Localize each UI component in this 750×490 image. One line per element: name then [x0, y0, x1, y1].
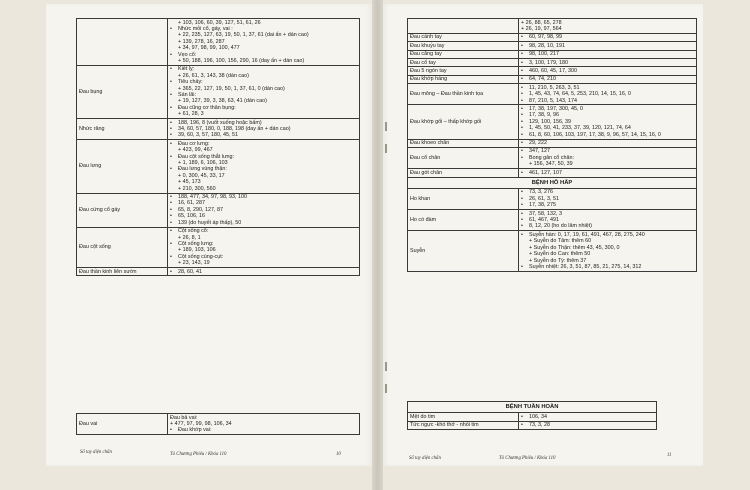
bullet-text: 16, 61, 287: [178, 200, 205, 207]
bullet-text: Suyễn nhiệt: 26, 3, 51, 87, 85, 21, 275, 14, 312: [529, 263, 642, 270]
bullet-text: Đau khớp vai:: [178, 427, 212, 434]
table-row: [408, 210, 697, 231]
table-row: [408, 413, 657, 421]
point-line: + 23, 143, 19: [178, 260, 210, 267]
symptom-name: Đau lưng: [77, 140, 168, 193]
bullet-icon: •: [170, 213, 172, 220]
bullet-text: 26, 61, 3, 51: [529, 195, 559, 202]
symptom-name: [408, 19, 519, 34]
bullet-text: 11, 210, 5, 263, 3, 51: [529, 84, 580, 91]
bullet-icon: •: [521, 154, 523, 161]
symptom-name: Đau khoeo chân: [408, 139, 519, 147]
bullet-item: [521, 76, 694, 82]
acupoint-list: [168, 268, 360, 276]
bullet-text: Cột sống cổ:: [178, 228, 209, 235]
bullet-icon: •: [521, 210, 523, 217]
bullet-item: [521, 422, 654, 428]
section-header: BỆNH HÔ HẤP: [408, 177, 697, 188]
table-row: [77, 193, 360, 227]
bullet-text: 139 (do huyết áp thấp), 50: [178, 219, 242, 226]
symptom-name: Đau gót chân: [408, 169, 519, 177]
treatment-table-left: [76, 18, 360, 276]
table-row: [408, 147, 697, 168]
acupoint-list: [168, 193, 360, 227]
bullet-icon: •: [170, 200, 172, 207]
acupoint-list: [519, 169, 697, 177]
footer-author: Tô Chương Phiêu / Khóa 110: [170, 452, 227, 457]
acupoint-list: [519, 210, 697, 231]
acupoint-list: [519, 59, 697, 67]
bullet-icon: •: [170, 51, 172, 58]
bullet-icon: •: [170, 240, 172, 247]
bullet-item: [170, 269, 357, 275]
bullet-icon: •: [521, 223, 523, 230]
binding-mark: [385, 144, 387, 153]
table-row: [408, 42, 697, 50]
bullet-icon: •: [521, 91, 523, 98]
bullet-text: Đau cơ lưng:: [178, 140, 210, 147]
point-line: + 189, 103, 106: [178, 247, 216, 254]
point-line: + 45, 173: [178, 179, 201, 186]
symptom-name: Đau khớp gối – thấp khớp gối: [408, 105, 519, 139]
bullet-icon: •: [521, 118, 523, 125]
binding-mark: [385, 384, 387, 393]
bullet-text: 61, 467, 491: [529, 217, 559, 224]
symptom-name: Đau khuỷu tay: [408, 42, 519, 50]
bullet-item: [521, 140, 694, 146]
symptom-name: Đau cổ chân: [408, 147, 519, 168]
point-line: + 477, 97, 99, 98, 106, 34: [170, 420, 232, 427]
point-line: + 50, 188, 196, 100, 156, 290, 16 (day ấn + dán cao): [178, 57, 305, 64]
bullet-icon: •: [170, 194, 172, 201]
acupoint-list: [519, 105, 697, 139]
bullet-text: Vẹo cổ:: [178, 51, 197, 58]
bullet-item: [521, 34, 694, 40]
acupoint-list: [168, 140, 360, 193]
table-row: [408, 33, 697, 41]
acupoint-list: [168, 19, 360, 66]
point-line: + 34, 97, 98, 99, 100, 477: [178, 45, 240, 52]
bullet-text: 37, 58, 132, 3: [529, 210, 562, 217]
bullet-text: 64, 74, 210: [529, 76, 556, 83]
symptom-name: Đau cánh tay: [408, 33, 519, 41]
footer-author: Tô Chương Phiêu / Khóa 110: [499, 456, 556, 461]
table-row: [77, 119, 360, 140]
bullet-icon: •: [521, 125, 523, 132]
point-line: + 365, 22, 127, 19, 50, 1, 37, 61, 0 (dán cao): [178, 85, 285, 92]
symptom-name: Đau khớp háng: [408, 75, 519, 83]
bullet-icon: •: [521, 202, 523, 209]
bullet-icon: •: [170, 25, 172, 32]
acupoint-list: [519, 139, 697, 147]
bullet-text: 3, 100, 179, 180: [529, 59, 568, 66]
symptom-name: Suyễn: [408, 231, 519, 271]
bullet-item: [521, 60, 694, 66]
table-row: [408, 169, 697, 177]
point-line: + 1, 189, 6, 106, 103: [178, 160, 228, 167]
acupoint-list: [168, 227, 360, 267]
table-row: [408, 139, 697, 147]
bullet-icon: •: [170, 91, 172, 98]
bullet-text: 98, 100, 217: [529, 51, 559, 58]
bullet-icon: •: [170, 153, 172, 160]
circulatory-table: [407, 401, 657, 430]
symptom-name: Đau mông – Đau thần kinh tọa: [408, 84, 519, 105]
symptom-name: Đau cột sống: [77, 227, 168, 267]
bullet-text: Đau cũng cơ thân bụng:: [178, 104, 236, 111]
bullet-icon: •: [521, 131, 523, 138]
point-line: + Suyễn do Tỳ: thêm 37: [529, 257, 587, 264]
bullet-icon: •: [521, 51, 523, 58]
bullet-text: Bong gân cổ chân:: [529, 154, 574, 161]
point-line: + 423, 99, 467: [178, 147, 213, 154]
bullet-text: Suyễn hàn: 0, 17, 19, 61, 491, 467, 28, 275, 240: [529, 231, 645, 238]
table-row: [408, 19, 697, 34]
bullet-text: 347, 127: [529, 148, 550, 155]
bullet-text: 98, 28, 10, 191: [529, 42, 565, 49]
bullet-icon: •: [170, 253, 172, 260]
table-row: [77, 65, 360, 118]
bullet-text: Đau lưng vùng thận:: [178, 166, 227, 173]
bullet-text: 60, 97, 98, 99: [529, 34, 562, 41]
point-line: + 139, 278, 16, 287: [178, 38, 225, 45]
table-row: [77, 414, 360, 435]
bullet-text: Tiêu chảy:: [178, 79, 203, 86]
bullet-icon: •: [521, 105, 523, 112]
table-row: [408, 188, 697, 209]
bullet-icon: •: [521, 195, 523, 202]
bullet-icon: •: [521, 189, 523, 196]
acupoint-list: [519, 147, 697, 168]
bullet-icon: •: [521, 112, 523, 119]
bullet-icon: •: [521, 84, 523, 91]
symptom-name: Đau thần kinh liên sườn: [77, 268, 168, 276]
acupoint-list: [168, 65, 360, 118]
table-row: [408, 105, 697, 139]
symptom-name: [77, 19, 168, 66]
bullet-text: 28, 60, 41: [178, 268, 202, 275]
bullet-text: 8, 12, 20 (ho do lâm nhiệt): [529, 223, 592, 230]
point-line: + Suyễn do Tâm: thêm 60: [529, 238, 592, 245]
bullet-item: [521, 264, 694, 270]
bullet-text: 1, 45, 50, 41, 233, 37, 39, 120, 121, 74, 64: [529, 125, 631, 132]
bullet-icon: •: [521, 422, 523, 429]
point-line: + 156, 347, 50, 39: [529, 161, 573, 168]
bullet-item: [170, 220, 357, 226]
bullet-icon: •: [521, 413, 523, 420]
point-line: + 26, 88, 65, 278: [521, 19, 562, 26]
table-row: [408, 59, 697, 67]
bullet-text: 17, 38, 9, 96: [529, 112, 559, 119]
acupoint-list: [519, 84, 697, 105]
table-row: [408, 177, 697, 188]
bullet-icon: •: [521, 67, 523, 74]
bullet-text: 73, 3, 276: [529, 189, 553, 196]
bullet-text: 1, 45, 43, 74, 64, 5, 253, 210, 14, 15, 16, 0: [529, 91, 631, 98]
table-row: [408, 231, 697, 271]
bullet-text: 73, 3, 28: [529, 422, 550, 429]
bullet-icon: •: [170, 140, 172, 147]
point-line: + 210, 300, 560: [178, 185, 216, 192]
bullet-text: 34, 60, 57, 180, 0, 188, 198 (day ấn + dán cao): [178, 126, 291, 132]
table-row: [408, 50, 697, 58]
bullet-icon: •: [170, 219, 172, 226]
bullet-item: [521, 223, 694, 229]
acupoint-list: [519, 33, 697, 41]
symptom-name: Đau cứng cổ gáy: [77, 193, 168, 227]
bullet-text: 460, 60, 45, 17, 300: [529, 67, 577, 74]
point-line: + 103, 106, 60, 39, 127, 51, 61, 26: [178, 19, 261, 26]
acupoint-list: [519, 50, 697, 58]
bullet-icon: •: [170, 79, 172, 86]
bullet-text: Đau cột sống thắt lưng:: [178, 153, 235, 160]
table-row: [408, 67, 697, 75]
bullet-item: [521, 170, 694, 176]
bullet-item: [170, 132, 357, 138]
point-line: + 26, 8, 1: [178, 234, 201, 241]
table-row: [77, 140, 360, 193]
bullet-icon: •: [170, 268, 172, 275]
acupoint-list: [519, 42, 697, 50]
bullet-icon: •: [521, 34, 523, 41]
point-line: + 0, 300, 45, 33, 17: [178, 172, 225, 179]
table-row: [408, 402, 657, 413]
point-line: + 61, 28, 3: [178, 111, 204, 118]
symptom-name: Đau vai: [77, 414, 168, 435]
book-gutter: [372, 0, 383, 490]
bullet-text: 29, 222: [529, 140, 547, 146]
bullet-icon: •: [521, 76, 523, 83]
symptom-name: Nhức răng: [77, 119, 168, 140]
bullet-text: Kiết lỵ:: [178, 66, 195, 73]
bullet-text: Cột sống cùng-cụt:: [178, 253, 224, 260]
page-number: 10: [336, 452, 341, 457]
acupoint-list: [519, 231, 697, 271]
bullet-icon: •: [521, 97, 523, 104]
bullet-text: 188, 196, 8 (vuốt xuống hoặc bấm): [178, 119, 262, 126]
symptom-name: Mệt do tim: [408, 413, 519, 421]
point-line: + Suyễn do Thận: thêm 43, 45, 300, 0: [529, 244, 620, 251]
bullet-text: 87, 210, 5, 143, 174: [529, 97, 577, 104]
acupoint-list: [168, 414, 360, 435]
symptom-name: Đau bụng: [77, 65, 168, 118]
symptom-name: Ho khan: [408, 188, 519, 209]
bullet-text: 39, 60, 3, 57, 180, 45, 51: [178, 132, 238, 139]
symptom-name: Đau cổ tay: [408, 59, 519, 67]
bullet-text: 188, 477, 34, 97, 98, 93, 100: [178, 194, 247, 201]
treatment-table-left-bottom: [76, 413, 360, 435]
bullet-item: [170, 427, 357, 433]
point-line: + 19, 127, 39, 3, 38, 63, 41 (dán cao): [178, 98, 267, 105]
binding-mark: [385, 362, 387, 371]
bullet-text: 106, 34: [529, 413, 547, 420]
table-row: [408, 84, 697, 105]
bullet-item: [521, 43, 694, 49]
acupoint-list: [168, 119, 360, 140]
bullet-icon: •: [170, 206, 172, 213]
table-row: [77, 227, 360, 267]
table-row: [408, 75, 697, 83]
acupoint-list: [519, 413, 657, 421]
bullet-icon: •: [521, 217, 523, 224]
bullet-icon: •: [170, 126, 172, 132]
point-line: + Suyễn do Can: thêm 50: [529, 251, 591, 258]
bullet-text: 129, 100, 156, 39: [529, 118, 571, 125]
symptom-name: Đau 5 ngón tay: [408, 67, 519, 75]
bullet-text: Sán lãi:: [178, 91, 196, 98]
bullet-icon: •: [521, 140, 523, 146]
bullet-icon: •: [521, 42, 523, 49]
point-line: + 22, 235, 127, 63, 19, 50, 1, 37, 61 (dai ấn + dán cao): [178, 32, 309, 39]
bullet-icon: •: [521, 59, 523, 66]
symptom-name: Ho có đàm: [408, 210, 519, 231]
bullet-icon: •: [170, 427, 172, 434]
bullet-icon: •: [170, 104, 172, 111]
bullet-icon: •: [170, 132, 172, 139]
bullet-icon: •: [170, 228, 172, 235]
table-row: [77, 268, 360, 276]
bullet-text: 17, 38, 197, 300, 45, 0: [529, 105, 583, 112]
bullet-text: 461, 127, 107: [529, 169, 562, 176]
bullet-text: 65, 106, 16: [178, 213, 205, 220]
bullet-icon: •: [170, 166, 172, 173]
table-row: [77, 19, 360, 66]
bullet-item: [521, 132, 694, 138]
footer-title: Sổ tay diện chẩn: [409, 456, 441, 461]
bullet-icon: •: [521, 148, 523, 155]
symptom-name: Tức ngực -khó thở - nhói tim: [408, 421, 519, 429]
point-line: + 26, 19, 97, 564: [521, 25, 562, 32]
bullet-item: [521, 98, 694, 104]
left-page: [46, 4, 372, 466]
acupoint-list: [519, 421, 657, 429]
bullet-text: 61, 8, 60, 106, 103, 197, 17, 38, 9, 96, 57, 14, 15, 16, 0: [529, 131, 661, 138]
section-header: BỆNH TUẦN HOÀN: [408, 402, 657, 413]
bullet-item: [521, 414, 654, 420]
bullet-item: [521, 68, 694, 74]
binding-mark: [385, 122, 387, 131]
bullet-text: 17, 38, 275: [529, 202, 556, 209]
symptom-name: Đau cẳng tay: [408, 50, 519, 58]
footer-title: Sổ tay diện chẩn: [80, 450, 112, 455]
point-line: Đau bả vai:: [170, 414, 198, 421]
table-row: [408, 421, 657, 429]
bullet-text: Cột sống lưng:: [178, 240, 214, 247]
bullet-icon: •: [521, 169, 523, 176]
page-number: 11: [667, 453, 672, 458]
acupoint-list: [519, 188, 697, 209]
bullet-text: 65, 8, 290, 127, 87: [178, 206, 223, 213]
bullet-item: [521, 202, 694, 208]
bullet-icon: •: [170, 119, 172, 126]
bullet-text: Nhức mỏi cổ, gáy, vai :: [178, 25, 233, 32]
bullet-item: [521, 51, 694, 57]
acupoint-list: [519, 75, 697, 83]
point-line: + 26, 61, 3, 143, 38 (dán cao): [178, 72, 249, 79]
bullet-icon: •: [170, 66, 172, 73]
treatment-table-right: [407, 18, 697, 272]
bullet-icon: •: [521, 231, 523, 238]
acupoint-list: [519, 67, 697, 75]
bullet-icon: •: [521, 263, 523, 270]
acupoint-list: [519, 19, 697, 34]
right-page: [383, 4, 703, 466]
